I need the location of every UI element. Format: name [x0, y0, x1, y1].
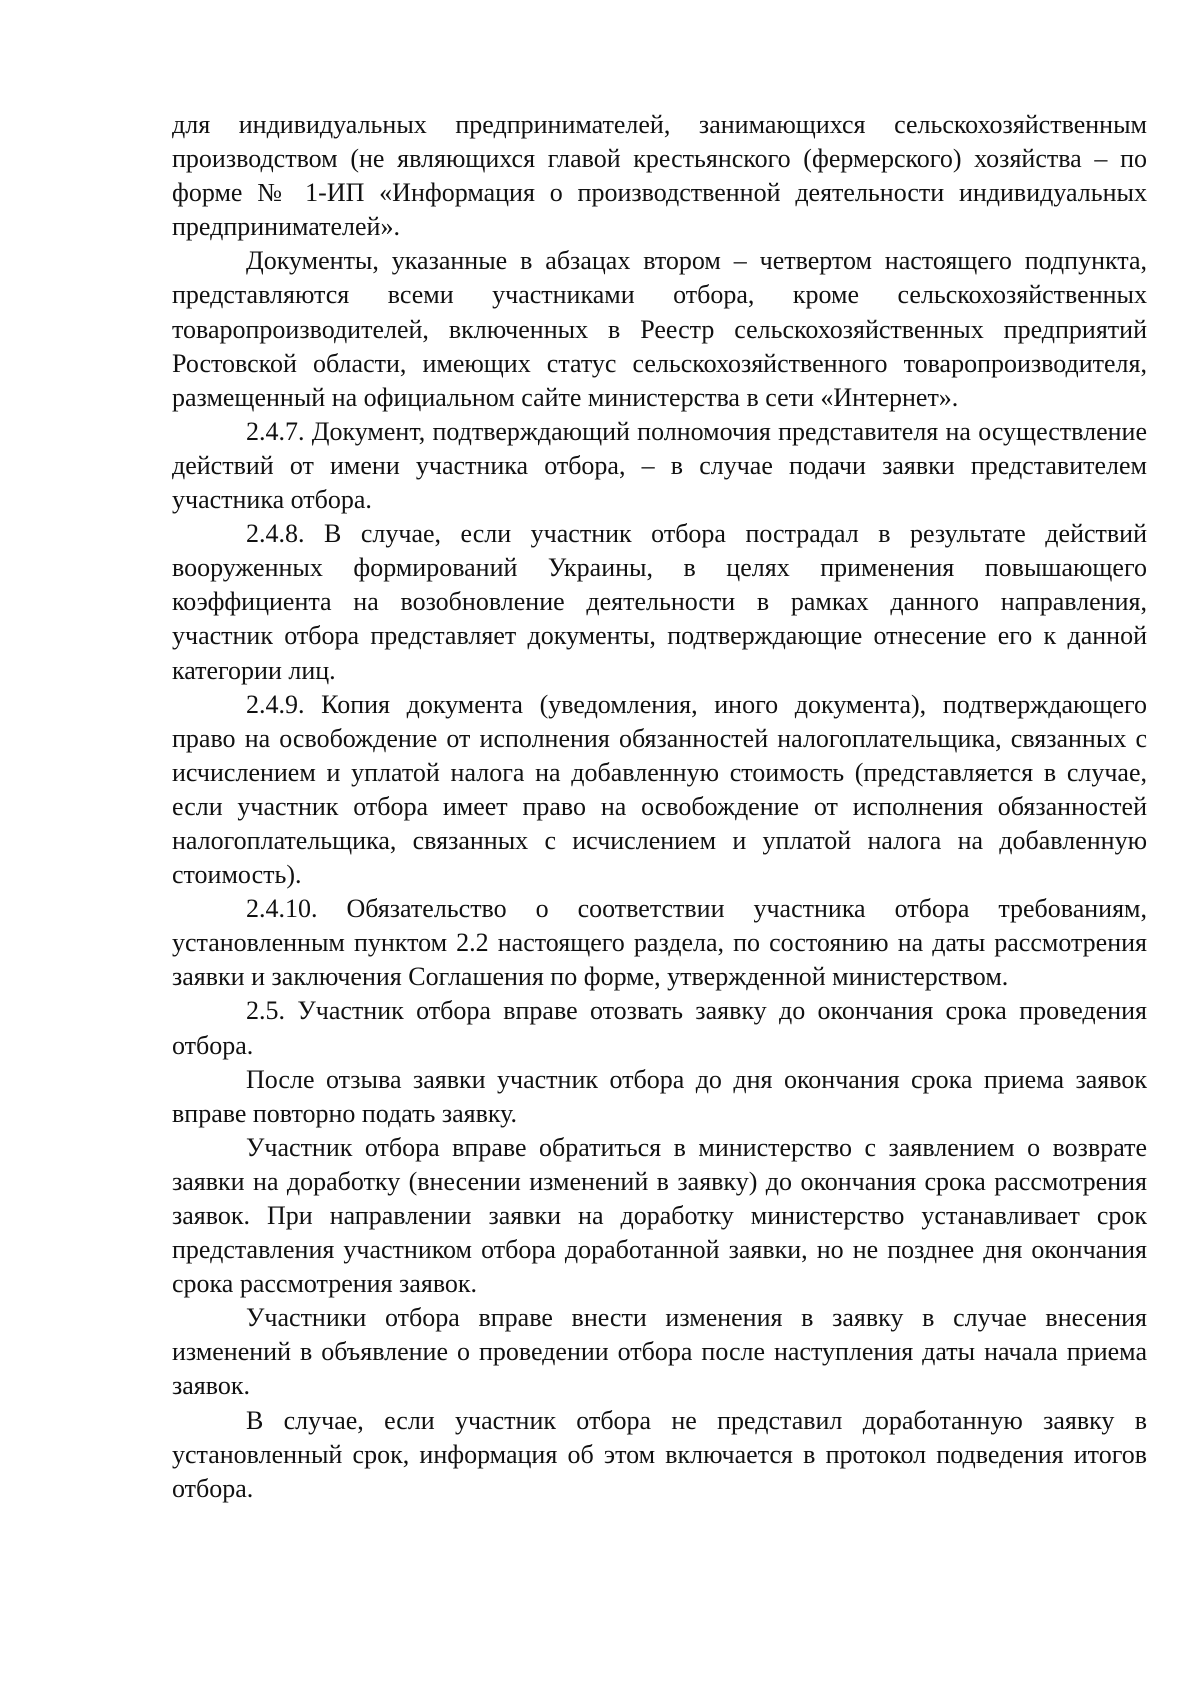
- paragraph-not-submitted: В случае, если участник отбора не представил доработанную заявку в установленный срок, информация об этом включается в протокол подведения итогов отбора.: [172, 1405, 1147, 1503]
- paragraph-return-for-revision: Участник отбора вправе обратиться в министерство с заявлением о возврате заявки на доработку (внесении изменений в заявку) до окончания срока рассмотрения заявок. При направлении заявки на доработку министерство устанавливает срок представления участником отбора доработанной заявки, но не позднее дня окончания срока рассмотрения заявок.: [172, 1132, 1147, 1299]
- paragraph-changes-to-application: Участники отбора вправе внести изменения в заявку в случае внесения изменений в объявление о проведении отбора после наступления даты начала приема заявок.: [172, 1303, 1147, 1401]
- document-body: [172, 108, 1147, 1506]
- paragraph-ip-form: для индивидуальных предпринимателей, занимающихся сельскохозяйственным производством (не являющихся главой крестьянского (фермерского) хозяйства – по форме № 1-ИП «Информация о производственной деятельности индивидуальных предпринимателей».: [172, 110, 1147, 242]
- paragraph-2-4-10: 2.4.10. Обязательство о соответствии участника отбора требованиям, установленным пунктом 2.2 настоящего раздела, по состоянию на даты рассмотрения заявки и заключения Соглашения по форме, утвержденной министерством.: [172, 894, 1147, 992]
- paragraph-after-withdrawal: После отзыва заявки участник отбора до дня окончания срока приема заявок вправе повторно подать заявку.: [172, 1064, 1147, 1128]
- paragraph-2-4-9: 2.4.9. Копия документа (уведомления, иного документа), подтверждающего право на освобождение от исполнения обязанностей налогоплательщика, связанных с исчислением и уплатой налога на добавленную стоимость (представляется в случае, если участник отбора имеет право на освобождение от исполнения обязанностей налогоплательщика, связанных с исчислением и уплатой налога на добавленную стоимость).: [172, 689, 1147, 890]
- paragraph-2-5: 2.5. Участник отбора вправе отозвать заявку до окончания срока проведения отбора.: [172, 996, 1147, 1060]
- paragraph-2-4-7: 2.4.7. Документ, подтверждающий полномочия представителя на осуществление действий от имени участника отбора, – в случае подачи заявки представителем участника отбора.: [172, 416, 1147, 515]
- paragraph-2-4-8: 2.4.8. В случае, если участник отбора пострадал в результате действий вооруженных формирований Украины, в целях применения повышающего коэффициента на возобновление деятельности в рамках данного направления, участник отбора представляет документы, подтверждающие отнесение его к данной категории лиц.: [172, 519, 1147, 685]
- paragraph-documents-note: Документы, указанные в абзацах втором – четвертом настоящего подпункта, представляются всеми участниками отбора, кроме сельскохозяйственных товаропроизводителей, включенных в Реестр сельскохозяйственных предприятий Ростовской области, имеющих статус сельскохозяйственного товаропроизводителя, размещенный на официальном сайте министерства в сети «Интернет».: [172, 246, 1147, 412]
